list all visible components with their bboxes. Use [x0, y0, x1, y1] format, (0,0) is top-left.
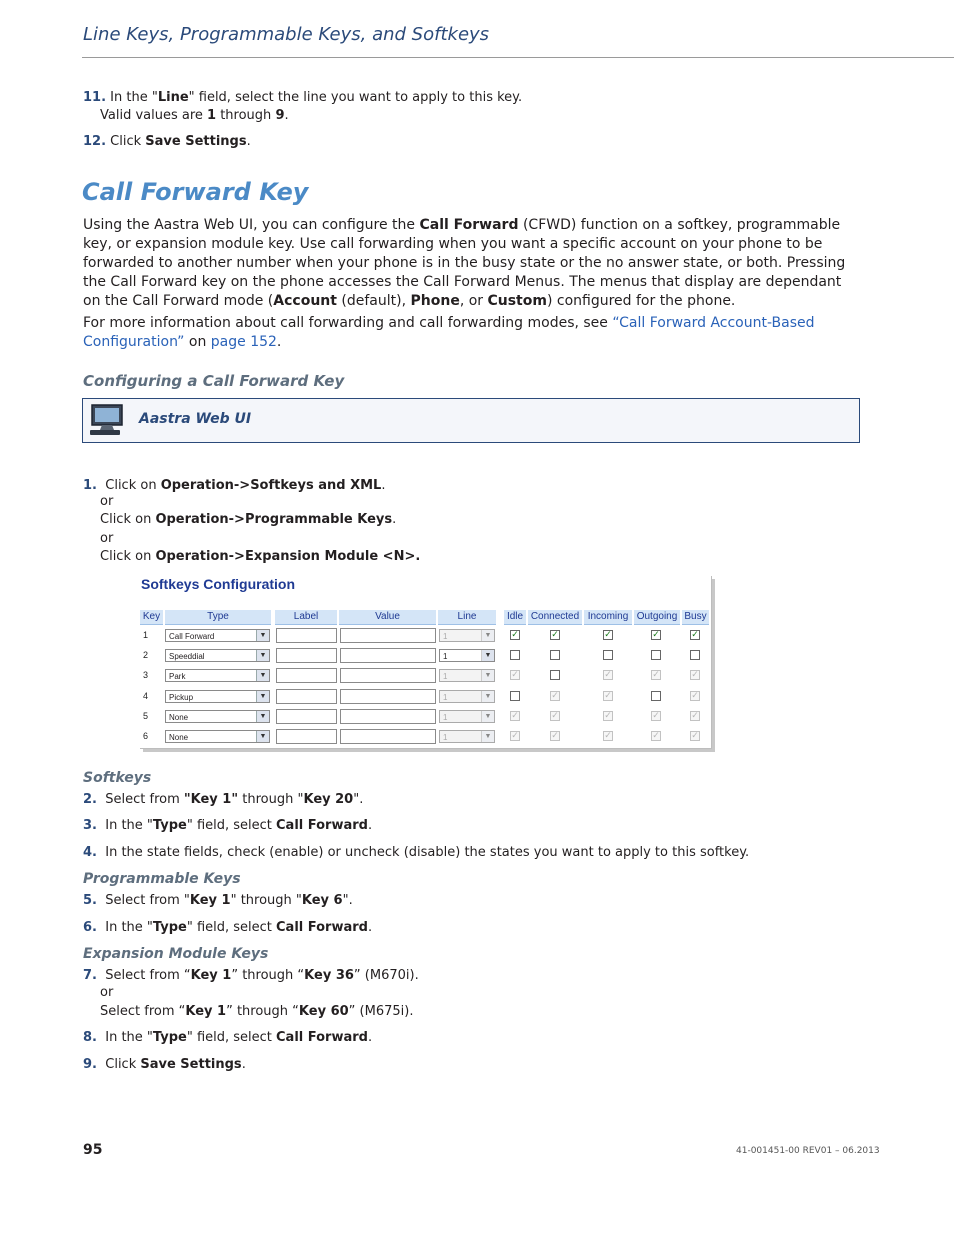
line-select[interactable]	[439, 669, 495, 682]
label-input[interactable]	[276, 648, 337, 663]
line-select-value: 1	[443, 693, 448, 702]
computer-monitor-icon	[88, 403, 128, 441]
col-type: Type	[165, 610, 271, 625]
label-input[interactable]	[276, 729, 337, 744]
step-8: 8. In the "Type" field, select Call Forward.	[83, 1030, 373, 1045]
outgoing-checkbox[interactable]: ✓	[652, 670, 660, 680]
label-input[interactable]	[276, 668, 337, 683]
incoming-checkbox[interactable]: ✓	[604, 731, 612, 741]
line-select[interactable]	[439, 730, 495, 743]
doc-number: 41-001451-00 REV01 – 06.2013	[736, 1146, 880, 1156]
connected-checkbox[interactable]	[550, 670, 560, 680]
chevron-down-icon: ▼	[256, 711, 269, 722]
value-input[interactable]	[340, 668, 436, 683]
step-1-or2: or	[100, 531, 114, 546]
idle-checkbox[interactable]: ✓	[511, 711, 519, 721]
page-number: 95	[83, 1142, 103, 1158]
step-1-line3: Click on Operation->Expansion Module <N>.	[100, 549, 421, 564]
chevron-down-icon: ▼	[481, 711, 494, 722]
row-key-number: 6	[143, 731, 149, 741]
section-title: Call Forward Key	[82, 178, 309, 206]
line-select-value: 1	[443, 713, 448, 722]
step-1-line1: 1. Click on Operation->Softkeys and XML.	[83, 478, 386, 493]
type-select-value: Speeddial	[169, 652, 205, 661]
more-info-paragraph: For more information about call forwarding and call forwarding modes, see “Call Forward Account-Based Configuration” on page 152.	[83, 315, 815, 350]
chevron-down-icon: ▼	[256, 630, 269, 641]
web-ui-label: Aastra Web UI	[139, 411, 252, 427]
col-busy: Busy	[682, 610, 709, 625]
step-9: 9. Click Save Settings.	[83, 1057, 246, 1072]
incoming-checkbox[interactable]: ✓	[604, 711, 612, 721]
outgoing-checkbox[interactable]	[651, 650, 661, 660]
softkeys-table-title: Softkeys Configuration	[141, 576, 296, 592]
incoming-checkbox[interactable]: ✓	[604, 691, 612, 701]
label-input[interactable]	[276, 628, 337, 643]
value-input[interactable]	[340, 628, 436, 643]
chevron-down-icon: ▼	[481, 630, 494, 641]
step-1-line2: Click on Operation->Programmable Keys.	[100, 512, 397, 527]
line-select[interactable]	[439, 710, 495, 723]
busy-checkbox[interactable]: ✓	[691, 630, 699, 640]
chevron-down-icon: ▼	[481, 670, 494, 681]
busy-checkbox[interactable]: ✓	[691, 670, 699, 680]
chevron-down-icon: ▼	[481, 650, 494, 661]
col-value: Value	[339, 610, 436, 625]
line-select[interactable]	[439, 690, 495, 703]
outgoing-checkbox[interactable]	[651, 691, 661, 701]
step-1-or1: or	[100, 494, 114, 509]
col-label: Label	[275, 610, 337, 625]
row-key-number: 5	[143, 711, 149, 721]
line-select-value: 1	[443, 733, 448, 742]
step-7: 7. Select from “Key 1” through “Key 36” (M670i).	[83, 968, 419, 983]
value-input[interactable]	[340, 729, 436, 744]
chevron-down-icon: ▼	[256, 731, 269, 742]
col-line: Line	[438, 610, 496, 625]
label-input[interactable]	[276, 709, 337, 724]
header-rule	[82, 57, 954, 58]
step-11: 11. In the "Line" field, select the line you want to apply to this key.	[83, 90, 523, 105]
idle-checkbox[interactable]: ✓	[511, 731, 519, 741]
row-key-number: 3	[143, 670, 149, 680]
incoming-checkbox[interactable]: ✓	[604, 670, 612, 680]
value-input[interactable]	[340, 689, 436, 704]
col-idle: Idle	[504, 610, 526, 625]
busy-checkbox[interactable]: ✓	[691, 711, 699, 721]
step-6: 6. In the "Type" field, select Call Forward.	[83, 920, 373, 935]
idle-checkbox[interactable]: ✓	[511, 670, 519, 680]
step-3: 3. In the "Type" field, select Call Forward.	[83, 818, 373, 833]
chevron-down-icon: ▼	[481, 731, 494, 742]
running-header: Line Keys, Programmable Keys, and Softkeys	[83, 24, 490, 45]
connected-checkbox[interactable]: ✓	[551, 711, 559, 721]
col-connected: Connected	[528, 610, 582, 625]
type-select[interactable]	[165, 690, 270, 703]
step-7-or: or	[100, 985, 114, 1000]
step-5: 5. Select from "Key 1" through "Key 6".	[83, 893, 353, 908]
line-select-value: 1	[443, 632, 448, 641]
softkeys-heading: Softkeys	[83, 770, 152, 786]
outgoing-checkbox[interactable]: ✓	[652, 630, 660, 640]
chevron-down-icon: ▼	[481, 691, 494, 702]
idle-checkbox[interactable]	[510, 650, 520, 660]
step-2: 2. Select from "Key 1" through "Key 20".	[83, 792, 364, 807]
type-select[interactable]	[165, 710, 270, 723]
programmable-keys-heading: Programmable Keys	[83, 871, 241, 887]
col-incoming: Incoming	[584, 610, 632, 625]
busy-checkbox[interactable]: ✓	[691, 691, 699, 701]
intro-paragraph: Using the Aastra Web UI, you can configure the Call Forward (CFWD) function on a softkey, programmable key, or expansion module key. Use call forwarding when you want a specific account on your phone to be forwarded to another number when your phone is in the busy state or the no answer state, or both. Pressing the Call Forward key on the phone accesses the Call Forward Menus. The menus that display are dependant on the Call Forward mode (Account (default), Phone, or Custom) configured for the phone.	[83, 217, 846, 309]
idle-checkbox[interactable]	[510, 691, 520, 701]
value-input[interactable]	[340, 648, 436, 663]
connected-checkbox[interactable]: ✓	[551, 630, 559, 640]
step-11-sub: Valid values are 1 through 9.	[100, 108, 289, 123]
type-select[interactable]	[165, 629, 270, 642]
line-select[interactable]	[439, 629, 495, 642]
type-select[interactable]	[165, 730, 270, 743]
busy-checkbox[interactable]	[690, 650, 700, 660]
type-select[interactable]	[165, 669, 270, 682]
line-select-value: 1	[443, 672, 448, 681]
connected-checkbox[interactable]	[550, 650, 560, 660]
type-select[interactable]	[165, 649, 270, 662]
connected-checkbox[interactable]: ✓	[551, 731, 559, 741]
line-select[interactable]	[439, 649, 495, 662]
col-outgoing: Outgoing	[634, 610, 680, 625]
row-key-number: 1	[143, 630, 149, 640]
softkeys-config-screenshot	[140, 576, 712, 749]
subheading: Configuring a Call Forward Key	[83, 372, 345, 390]
type-select-value: None	[169, 713, 189, 722]
chevron-down-icon: ▼	[256, 650, 269, 661]
label-input[interactable]	[276, 689, 337, 704]
type-select-value: None	[169, 733, 189, 742]
config-link[interactable]: “Call Forward Account-Based Configuration”	[83, 315, 815, 350]
idle-checkbox[interactable]: ✓	[511, 630, 519, 640]
type-select-value: Pickup	[169, 693, 194, 702]
incoming-checkbox[interactable]	[603, 650, 613, 660]
row-key-number: 4	[143, 691, 149, 701]
step-4: 4. In the state fields, check (enable) or uncheck (disable) the states you want to apply to this softkey.	[83, 845, 750, 860]
line-select-value: 1	[443, 652, 448, 661]
step-12: 12. Click Save Settings.	[83, 134, 251, 149]
type-select-value: Park	[169, 672, 186, 681]
row-key-number: 2	[143, 650, 149, 660]
outgoing-checkbox[interactable]: ✓	[652, 731, 660, 741]
page-link[interactable]: page 152	[210, 334, 277, 350]
chevron-down-icon: ▼	[256, 670, 269, 681]
connected-checkbox[interactable]: ✓	[551, 691, 559, 701]
col-key: Key	[140, 610, 163, 625]
expansion-keys-heading: Expansion Module Keys	[83, 946, 269, 962]
incoming-checkbox[interactable]: ✓	[604, 630, 612, 640]
outgoing-checkbox[interactable]: ✓	[652, 711, 660, 721]
value-input[interactable]	[340, 709, 436, 724]
type-select-value: Call Forward	[169, 632, 215, 641]
chevron-down-icon: ▼	[256, 691, 269, 702]
step-7-alt: Select from “Key 1” through “Key 60” (M675i).	[100, 1004, 414, 1019]
busy-checkbox[interactable]: ✓	[691, 731, 699, 741]
